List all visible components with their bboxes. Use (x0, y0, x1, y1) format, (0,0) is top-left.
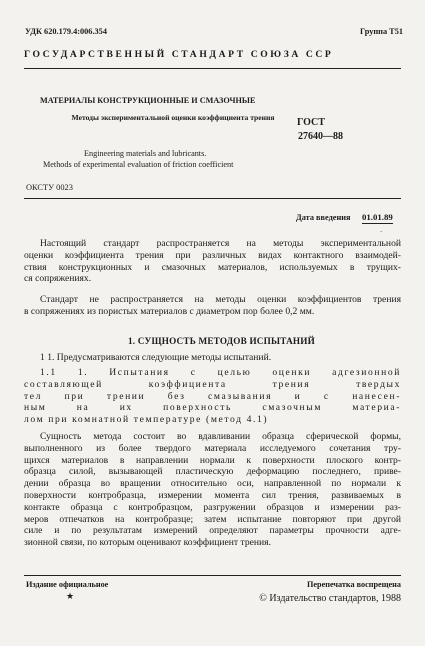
group-code: Группа Т51 (359, 27, 403, 36)
footer-rule (24, 575, 401, 576)
text-line: Сущность метода состоит во вдавливании образца сферической формы, (40, 431, 401, 442)
text-line: 1.1 1. Испытания с целью оценки адгезионной (40, 367, 401, 378)
text-line: силе и по результатам измерений определяют параметры прочности адге- (24, 525, 401, 537)
text-line: ствия конструкционных и смазочных материалов, используемых в трущих- (24, 261, 401, 273)
star-icon: ★ (66, 591, 75, 601)
reprint-notice: Перепечатка воспрещена (307, 580, 401, 589)
text-line: тел при трении без смазывания и с нанесен- (24, 390, 401, 402)
english-title-line-1: Engineering materials and lubricants. (84, 149, 207, 158)
english-title-line-2: Methods of experimental evaluation of friction coefficient (43, 160, 234, 169)
document-subtitle: Методы экспериментальной оценки коэффициента трения (71, 113, 275, 122)
text-line: образца силой, вызывающей пластическую деформацию последнего, приве- (24, 466, 401, 478)
text-line: Стандарт не распространяется на методы оценки коэффициентов трения (40, 294, 401, 305)
gost-number: 27640—88 (298, 131, 343, 142)
state-standard-heading: ГОСУДАРСТВЕННЫЙ СТАНДАРТ СОЮЗА ССР (24, 49, 334, 60)
text-line: щихся материалов в направлении нормали к поверхности плоского контр- (24, 454, 401, 466)
scope-paragraph (24, 238, 401, 285)
section-heading: 1. СУЩНОСТЬ МЕТОДОВ ИСПЫТАНИЙ (128, 336, 315, 346)
exclusion-paragraph (24, 294, 401, 318)
text-line: Настоящий стандарт распространяется на методы экспериментальной (40, 238, 401, 249)
udk-code: УДК 620.179.4:006.354 (25, 27, 107, 36)
text-line: лом при комнатной температуре (метод 4.1) (24, 414, 269, 426)
text-line: поверхности контробразца, измерении момента сил трения, развиваемых в (24, 489, 401, 501)
effective-date-value: 01.01.89 (362, 212, 393, 222)
text-line: меров отпечатков на контробразце; затем испытание повторяют при другой (24, 513, 401, 525)
clause-1-1-1 (24, 367, 401, 426)
text-line: 1 1. Предусматриваются следующие методы испытаний. (40, 352, 272, 363)
document-title: МАТЕРИАЛЫ КОНСТРУКЦИОННЫЕ И СМАЗОЧНЫЕ (40, 96, 256, 105)
text-line: ся сопряжениях. (24, 273, 92, 285)
top-rule (24, 68, 401, 69)
text-line: оценки коэффициента трения при различных видах контактного взаимодей- (24, 249, 401, 261)
official-edition-label: Издание официальное (26, 580, 109, 589)
method-essence-paragraph (24, 431, 401, 549)
text-line: выполненного из более твердого материала исследуемого сочетания тру- (24, 442, 401, 454)
text-line: составляющей коэффициента трения твердых (24, 378, 401, 390)
middle-rule (24, 198, 401, 199)
copyright-notice: © Издательство стандартов, 1988 (259, 593, 401, 604)
date-mark: ˋ (380, 230, 383, 238)
clause-1-1 (24, 352, 401, 364)
text-line: контакте образца с контробразцом, разгружении образцов и измерении раз- (24, 501, 401, 513)
text-line: дении образца во вращении относительно оси, направленной по нормали к (24, 478, 401, 490)
effective-date-label: Дата введения (296, 213, 351, 222)
okstu-code: ОКСТУ 0023 (26, 183, 73, 192)
gost-label: ГОСТ (297, 117, 325, 128)
text-line: ным на их поверхность смазочным материа- (24, 402, 401, 414)
text-line: зионной связи, по которым оценивают коэффициент трения. (24, 537, 271, 549)
text-line: в сопряжениях из пористых материалов с диаметром пор более 0,2 мм. (24, 305, 315, 317)
